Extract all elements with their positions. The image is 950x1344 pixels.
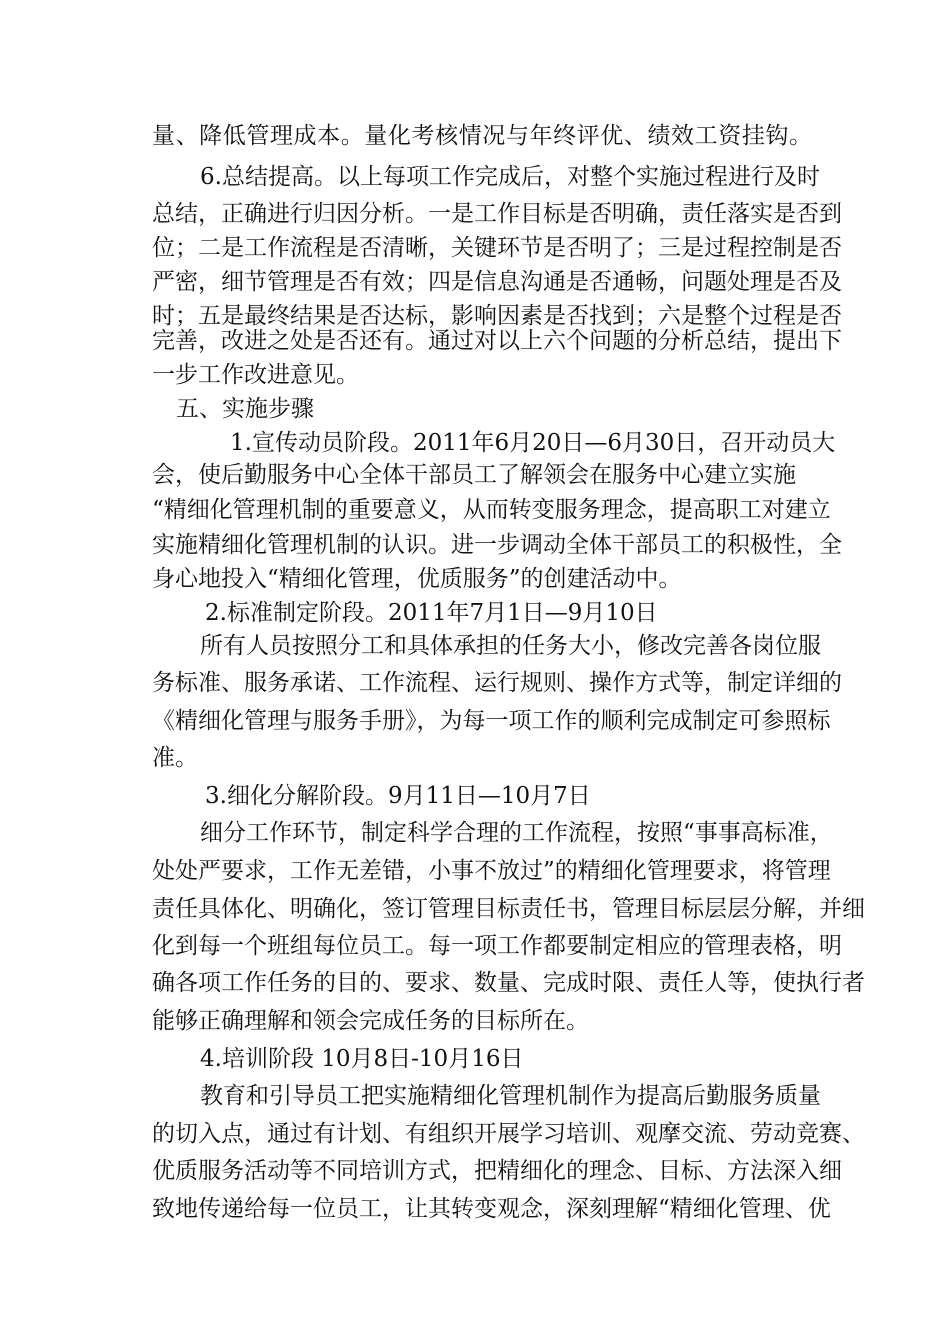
text-line: 会，使后勤服务中心全体干部员工了解领会在服务中心建立实施 xyxy=(152,462,796,488)
text-line: 化到每一个班组每位员工。每一项工作都要制定相应的管理表格，明 xyxy=(152,933,842,959)
text-line: 所有人员按照分工和具体承担的任务大小，修改完善各岗位服 xyxy=(200,633,821,659)
text-line: 确各项工作任务的目的、要求、数量、完成时限、责任人等，使执行者 xyxy=(152,970,865,996)
text-line: 能够正确理解和领会完成任务的目标所在。 xyxy=(152,1008,589,1034)
text-line: 时；五是最终结果是否达标，影响因素是否找到；六是整个过程是否 xyxy=(152,303,842,329)
text-line: 6.总结提高。以上每项工作完成后，对整个实施过程进行及时 xyxy=(200,164,820,190)
text-line: “精细化管理机制的重要意义，从而转变服务理念，提高职工对建立 xyxy=(152,497,831,523)
text-line: 细分工作环节，制定科学合理的工作流程，按照“事事高标准， xyxy=(200,820,833,846)
text-line: 致地传递给每一位员工，让其转变观念，深刻理解“精细化管理、优 xyxy=(152,1196,831,1222)
text-line: 3.细化分解阶段。9月11日—10月7日 xyxy=(205,783,591,809)
text-line: 完善，改进之处是否还有。通过对以上六个问题的分析总结，提出下 xyxy=(152,328,842,354)
text-line: 4.培训阶段 10月8日-10月16日 xyxy=(200,1046,524,1072)
text-line: 教育和引导员工把实施精细化管理机制作为提高后勤服务质量 xyxy=(200,1083,821,1109)
text-line: 一步工作改进意见。 xyxy=(152,362,359,388)
text-line: 务标准、服务承诺、工作流程、运行规则、操作方式等，制定详细的 xyxy=(152,670,842,696)
section-heading: 五、实施步骤 xyxy=(176,396,314,422)
text-line: 实施精细化管理机制的认识。进一步调动全体干部员工的积极性，全 xyxy=(152,532,842,558)
text-line: 2.标准制定阶段。2011年7月1日—9月10日 xyxy=(205,600,658,626)
text-line: 优质服务活动等不同培训方式，把精细化的理念、目标、方法深入细 xyxy=(152,1158,842,1184)
text-line: 处处严要求，工作无差错，小事不放过”的精细化管理要求，将管理 xyxy=(152,858,831,884)
text-line: 责任具体化、明确化，签订管理目标责任书，管理目标层层分解，并细 xyxy=(152,896,865,922)
text-line: 准。 xyxy=(152,745,198,771)
text-line: 身心地投入“精细化管理，优质服务”的创建活动中。 xyxy=(152,566,682,592)
text-line: 量、降低管理成本。量化考核情况与年终评优、绩效工资挂钩。 xyxy=(152,123,812,149)
text-line: 位；二是工作流程是否清晰，关键环节是否明了；三是过程控制是否 xyxy=(152,235,842,261)
text-line: 1.宣传动员阶段。2011年6月20日—6月30日，召开动员大 xyxy=(230,430,836,456)
text-line: 的切入点，通过有计划、有组织开展学习培训、观摩交流、劳动竞赛、 xyxy=(152,1121,865,1147)
text-line: 总结，正确进行归因分析。一是工作目标是否明确，责任落实是否到 xyxy=(152,201,842,227)
text-line: 《精细化管理与服务手册》，为每一项工作的顺利完成制定可参照标 xyxy=(152,708,831,734)
text-line: 严密，细节管理是否有效；四是信息沟通是否通畅，问题处理是否及 xyxy=(152,269,842,295)
